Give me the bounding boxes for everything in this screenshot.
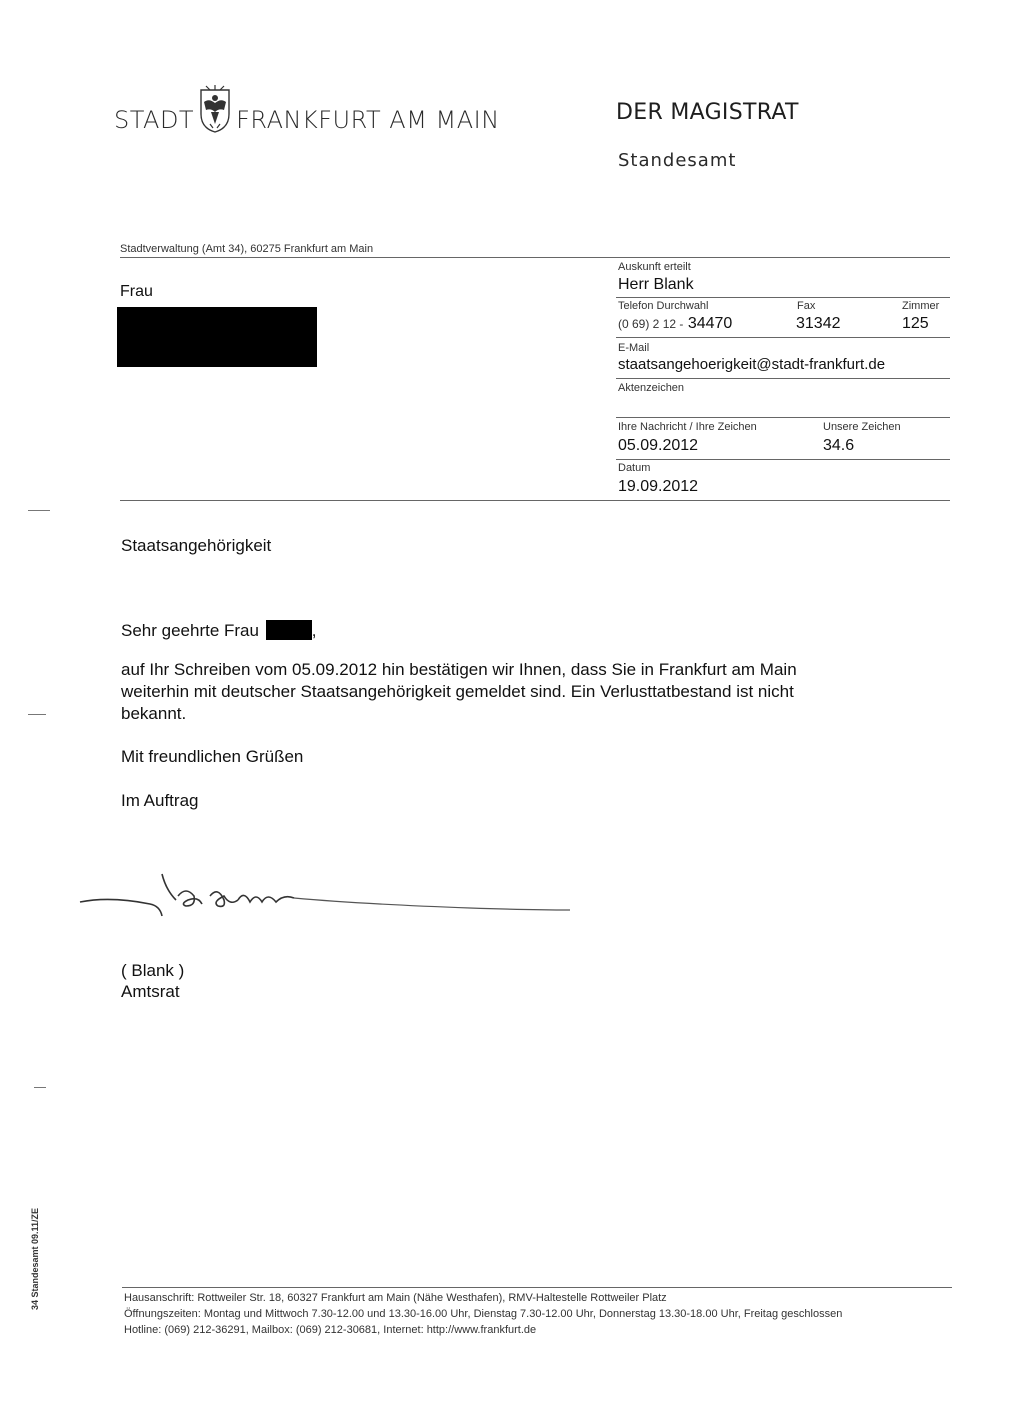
divider — [122, 1287, 952, 1288]
phone-prefix: (0 69) 2 12 - — [618, 317, 684, 331]
phone-extension: 34470 — [687, 315, 733, 332]
date-value: 19.09.2012 — [618, 478, 699, 495]
recipient-salutation: Frau — [120, 283, 153, 300]
email-value: staatsangehoerigkeit@stadt-frankfurt.de — [618, 356, 886, 373]
sender-address-line: Stadtverwaltung (Amt 34), 60275 Frankfurt am Main — [120, 243, 374, 255]
your-message-value: 05.09.2012 — [618, 437, 699, 454]
footer-hotline: Hotline: (069) 212-36291, Mailbox: (069) 212-30681, Internet: http://www.frankfurt.de — [124, 1324, 537, 1336]
divider — [616, 297, 950, 298]
fold-mark — [28, 714, 46, 715]
letter-subject: Staatsangehörigkeit — [121, 536, 272, 555]
signer-name: ( Blank ) — [121, 961, 185, 980]
your-message-label: Ihre Nachricht / Ihre Zeichen — [618, 421, 757, 433]
footer-address: Hausanschrift: Rottweiler Str. 18, 60327 Frankfurt am Main (Nähe Westhafen), RMV-Haltestelle Rottweiler Platz — [124, 1292, 667, 1304]
greeting-end: , — [311, 621, 317, 640]
divider — [120, 500, 950, 501]
divider — [616, 337, 950, 338]
reference-label: Aktenzeichen — [618, 382, 685, 394]
our-reference-label: Unsere Zeichen — [823, 421, 901, 433]
greeting-text: Sehr geehrte Frau — [121, 621, 259, 640]
footer — [124, 1290, 964, 1338]
city-logo — [114, 78, 500, 134]
fold-mark — [28, 510, 50, 511]
signer-title: Amtsrat — [121, 982, 180, 1001]
punch-mark — [34, 1087, 46, 1088]
logo-text-stadt: STADT — [114, 106, 195, 134]
eagle-crest-icon — [198, 84, 232, 134]
phone-number — [618, 315, 732, 333]
letter-paragraph: auf Ihr Schreiben vom 05.09.2012 hin bestätigen wir Ihnen, dass Sie in Frankfurt am Main weiterhin mit deutscher Staatsangehörigkeit gemeldet sind. Ein Verlusttatbestand ist nicht bekannt. — [121, 660, 797, 723]
our-reference-value: 34.6 — [823, 437, 855, 454]
department-title: Standesamt — [618, 150, 737, 171]
room-label: Zimmer — [902, 300, 940, 312]
room-value: 125 — [902, 315, 929, 332]
authority-title: DER MAGISTRAT — [616, 100, 799, 125]
letter-greeting — [121, 620, 316, 642]
fax-value: 31342 — [796, 315, 841, 332]
handwritten-signature — [70, 860, 580, 940]
footer-opening-hours: Öffnungszeiten: Montag und Mittwoch 7.30-12.00 und 13.30-16.00 Uhr, Dienstag 7.30-12.00 Uhr, Donnerstag 13.30-18.00 Uhr, Freitag geschlossen — [124, 1308, 843, 1320]
contact-label: Auskunft erteilt — [618, 261, 691, 273]
divider — [120, 257, 950, 258]
fax-label: Fax — [797, 300, 816, 312]
letter-closing: Mit freundlichen Grüßen — [121, 747, 304, 766]
redacted-recipient-address — [117, 307, 317, 367]
divider — [616, 417, 950, 418]
phone-label: Telefon Durchwahl — [618, 300, 709, 312]
form-code: 34 Standesamt 09.11/ZE — [30, 1207, 40, 1310]
divider — [616, 459, 950, 460]
redacted-surname — [266, 620, 312, 640]
divider — [616, 378, 950, 379]
date-label: Datum — [618, 462, 651, 474]
email-label: E-Mail — [618, 342, 650, 354]
contact-value: Herr Blank — [618, 276, 694, 293]
letter-on-behalf: Im Auftrag — [121, 791, 199, 810]
logo-text-city: FRANKFURT AM MAIN — [236, 106, 500, 134]
